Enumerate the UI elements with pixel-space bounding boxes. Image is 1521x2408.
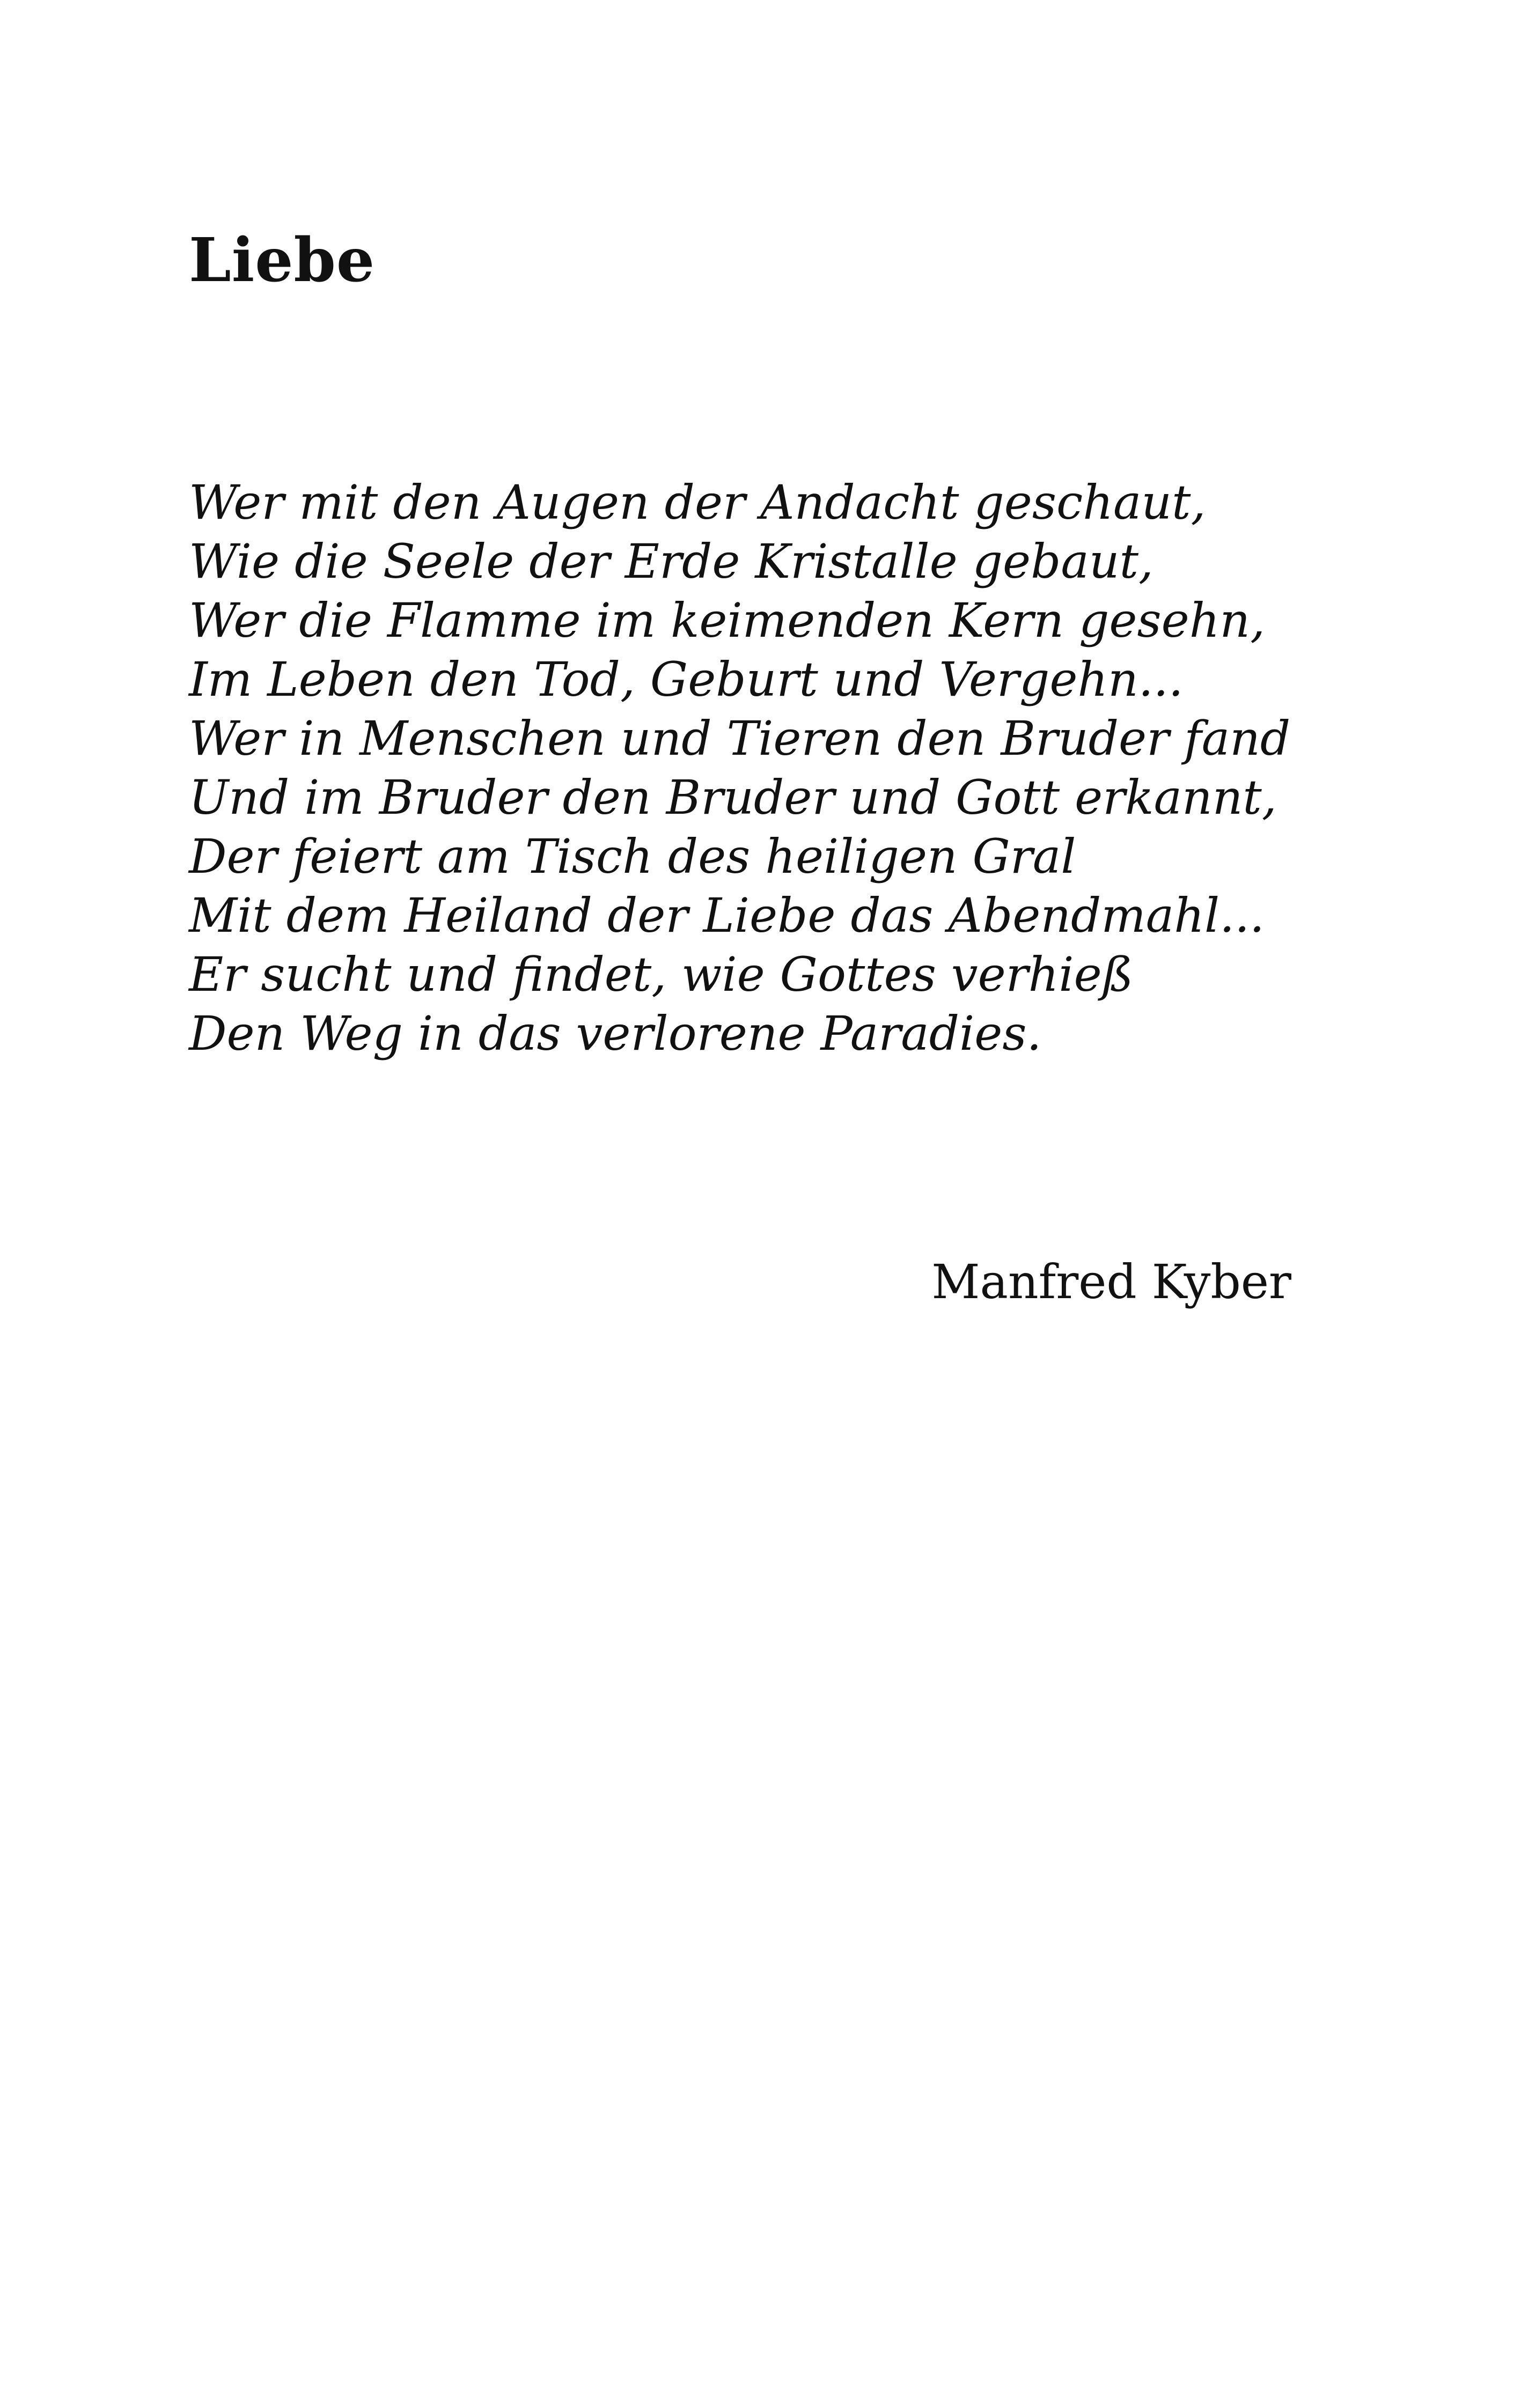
poem-line: Wer die Flamme im keimenden Kern gesehn,: [189, 593, 1266, 648]
poem-line: Den Weg in das verlorene Paradies.: [189, 1006, 1042, 1061]
poem-line: Wie die Seele der Erde Kristalle gebaut,: [189, 534, 1153, 589]
poem-line: Wer in Menschen und Tieren den Bruder fand: [189, 711, 1291, 766]
poem-author: Manfred Kyber: [931, 1254, 1291, 1309]
poem-line: Er sucht und findet, wie Gottes verhieß: [189, 947, 1134, 1002]
poem-line: Wer mit den Augen der Andacht geschaut,: [189, 475, 1206, 530]
poem-line: Der feiert am Tisch des heiligen Gral: [189, 829, 1076, 884]
poem-title: Liebe: [189, 225, 376, 296]
poem-body: [189, 473, 1369, 1063]
poem-line: Und im Bruder den Bruder und Gott erkannt,: [189, 770, 1277, 825]
poem-line: Im Leben den Tod, Geburt und Vergehn...: [189, 652, 1184, 707]
poem-line: Mit dem Heiland der Liebe das Abendmahl...: [189, 888, 1265, 943]
